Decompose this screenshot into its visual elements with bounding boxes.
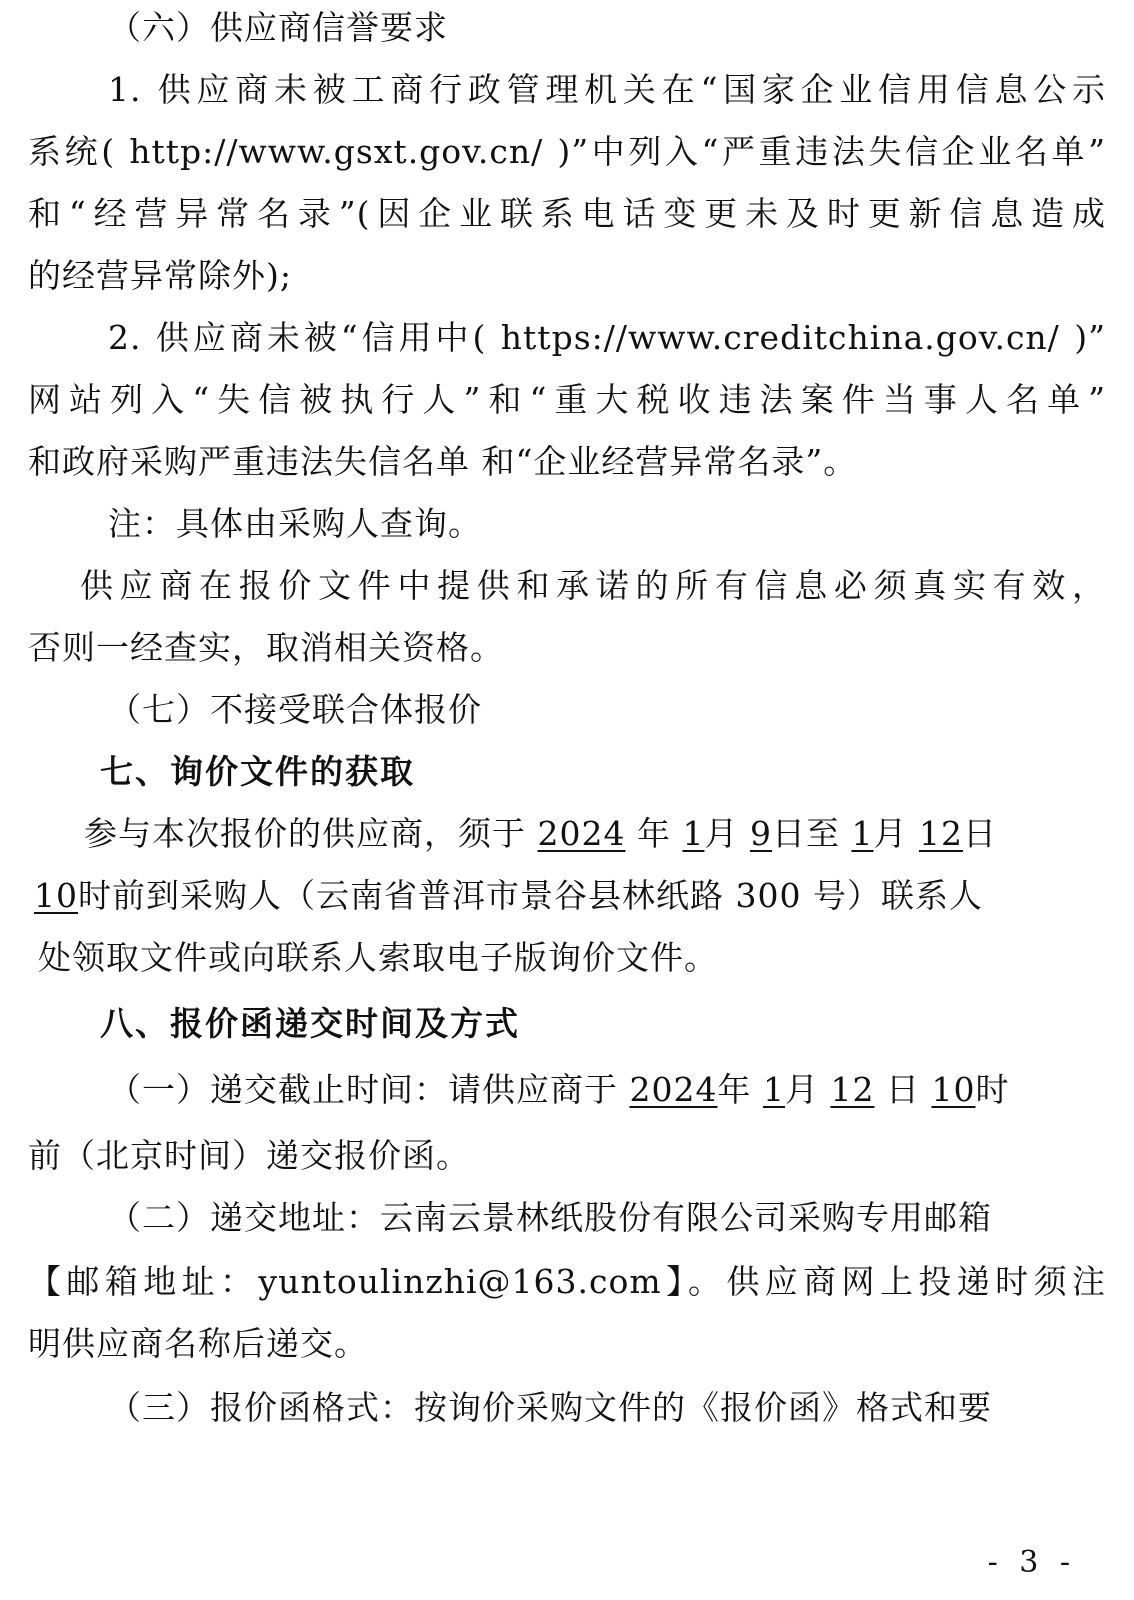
end-month: 1: [851, 814, 874, 853]
chapter-heading-8: 八、报价函递交时间及方式: [100, 1004, 520, 1043]
deadline-year: 2024: [629, 1070, 718, 1109]
day-to: 日至: [771, 814, 840, 853]
paragraph-line: [34, 876, 1106, 916]
email-line: 【邮箱地址：yuntoulinzhi@163.com】。供应商网上投递时须注: [28, 1262, 1106, 1301]
format-line: [108, 1388, 1106, 1428]
paragraph-line: 否则一经查实，取消相关资格。: [28, 628, 504, 667]
paragraph-line: 前（北京时间）递交报价函。: [28, 1136, 470, 1175]
deadline-label: （一）递交截止时间：: [108, 1070, 448, 1109]
page-number: - 3 -: [987, 1545, 1076, 1580]
start-day: 9: [749, 814, 772, 853]
paragraph-line: 处领取文件或向联系人索取电子版询价文件。: [38, 938, 718, 977]
paragraph-line: 明供应商名称后递交。: [28, 1324, 368, 1363]
section-heading-7: （七）不接受联合体报价: [108, 690, 482, 729]
end-hour: 10: [34, 876, 78, 915]
deadline-prefix: 请供应商于: [448, 1070, 618, 1109]
deadline-day: 12: [830, 1070, 875, 1109]
paragraph-line: 的经营异常除外);: [28, 256, 292, 295]
end-day: 12: [918, 814, 963, 853]
paragraph-line: 系统( http://www.gsxt.gov.cn/ )”中列入“严重违法失信企业名单”: [28, 132, 1106, 171]
paragraph-text: 时前到采购人（云南省普洱市景谷县林纸路 300 号）联系人: [78, 876, 983, 915]
deadline-line: [108, 1070, 1106, 1110]
address-line: [108, 1198, 1106, 1238]
paragraph-line: 网站列入“失信被执行人”和“重大税收违法案件当事人名单”: [28, 380, 1106, 419]
month-unit: 月: [784, 1070, 819, 1109]
hour-unit: 时: [975, 1070, 1010, 1109]
section-heading-6: （六）供应商信誉要求: [108, 8, 448, 47]
paragraph-line: 1. 供应商未被工商行政管理机关在“国家企业信用信息公示: [108, 70, 1106, 109]
paragraph-line: 和政府采购严重违法失信名单 和“企业经营异常名录”。: [28, 442, 858, 481]
paragraph-line: 和“经营异常名录”(因企业联系电话变更未及时更新信息造成: [28, 194, 1106, 233]
year-unit: 年: [717, 1070, 752, 1109]
end-month-unit: 月: [873, 814, 908, 853]
note-line: 注：具体由采购人查询。: [108, 504, 482, 543]
deadline-month: 1: [762, 1070, 785, 1109]
end-day-unit: 日: [962, 814, 997, 853]
address-label: （二）递交地址：: [108, 1198, 380, 1237]
paragraph-line: 供应商在报价文件中提供和承诺的所有信息必须真实有效，: [80, 566, 1106, 605]
format-text: 按询价采购文件的《报价函》格式和要: [414, 1388, 992, 1427]
chapter-heading-7: 七、询价文件的获取: [100, 752, 415, 791]
day-unit: 日: [885, 1070, 920, 1109]
deadline-hour: 10: [931, 1070, 976, 1109]
start-month: 1: [682, 814, 705, 853]
year-unit: 年: [636, 814, 671, 853]
period-prefix: 参与本次报价的供应商，须于: [84, 814, 526, 853]
address-text: 云南云景林纸股份有限公司采购专用邮箱: [380, 1198, 992, 1237]
acquisition-period-line: [84, 814, 1106, 854]
month-unit: 月: [704, 814, 739, 853]
paragraph-line: 2. 供应商未被“信用中( https://www.creditchina.gov.cn/ )”: [108, 318, 1106, 357]
period-year: 2024: [537, 814, 626, 853]
format-label: （三）报价函格式：: [108, 1388, 414, 1427]
